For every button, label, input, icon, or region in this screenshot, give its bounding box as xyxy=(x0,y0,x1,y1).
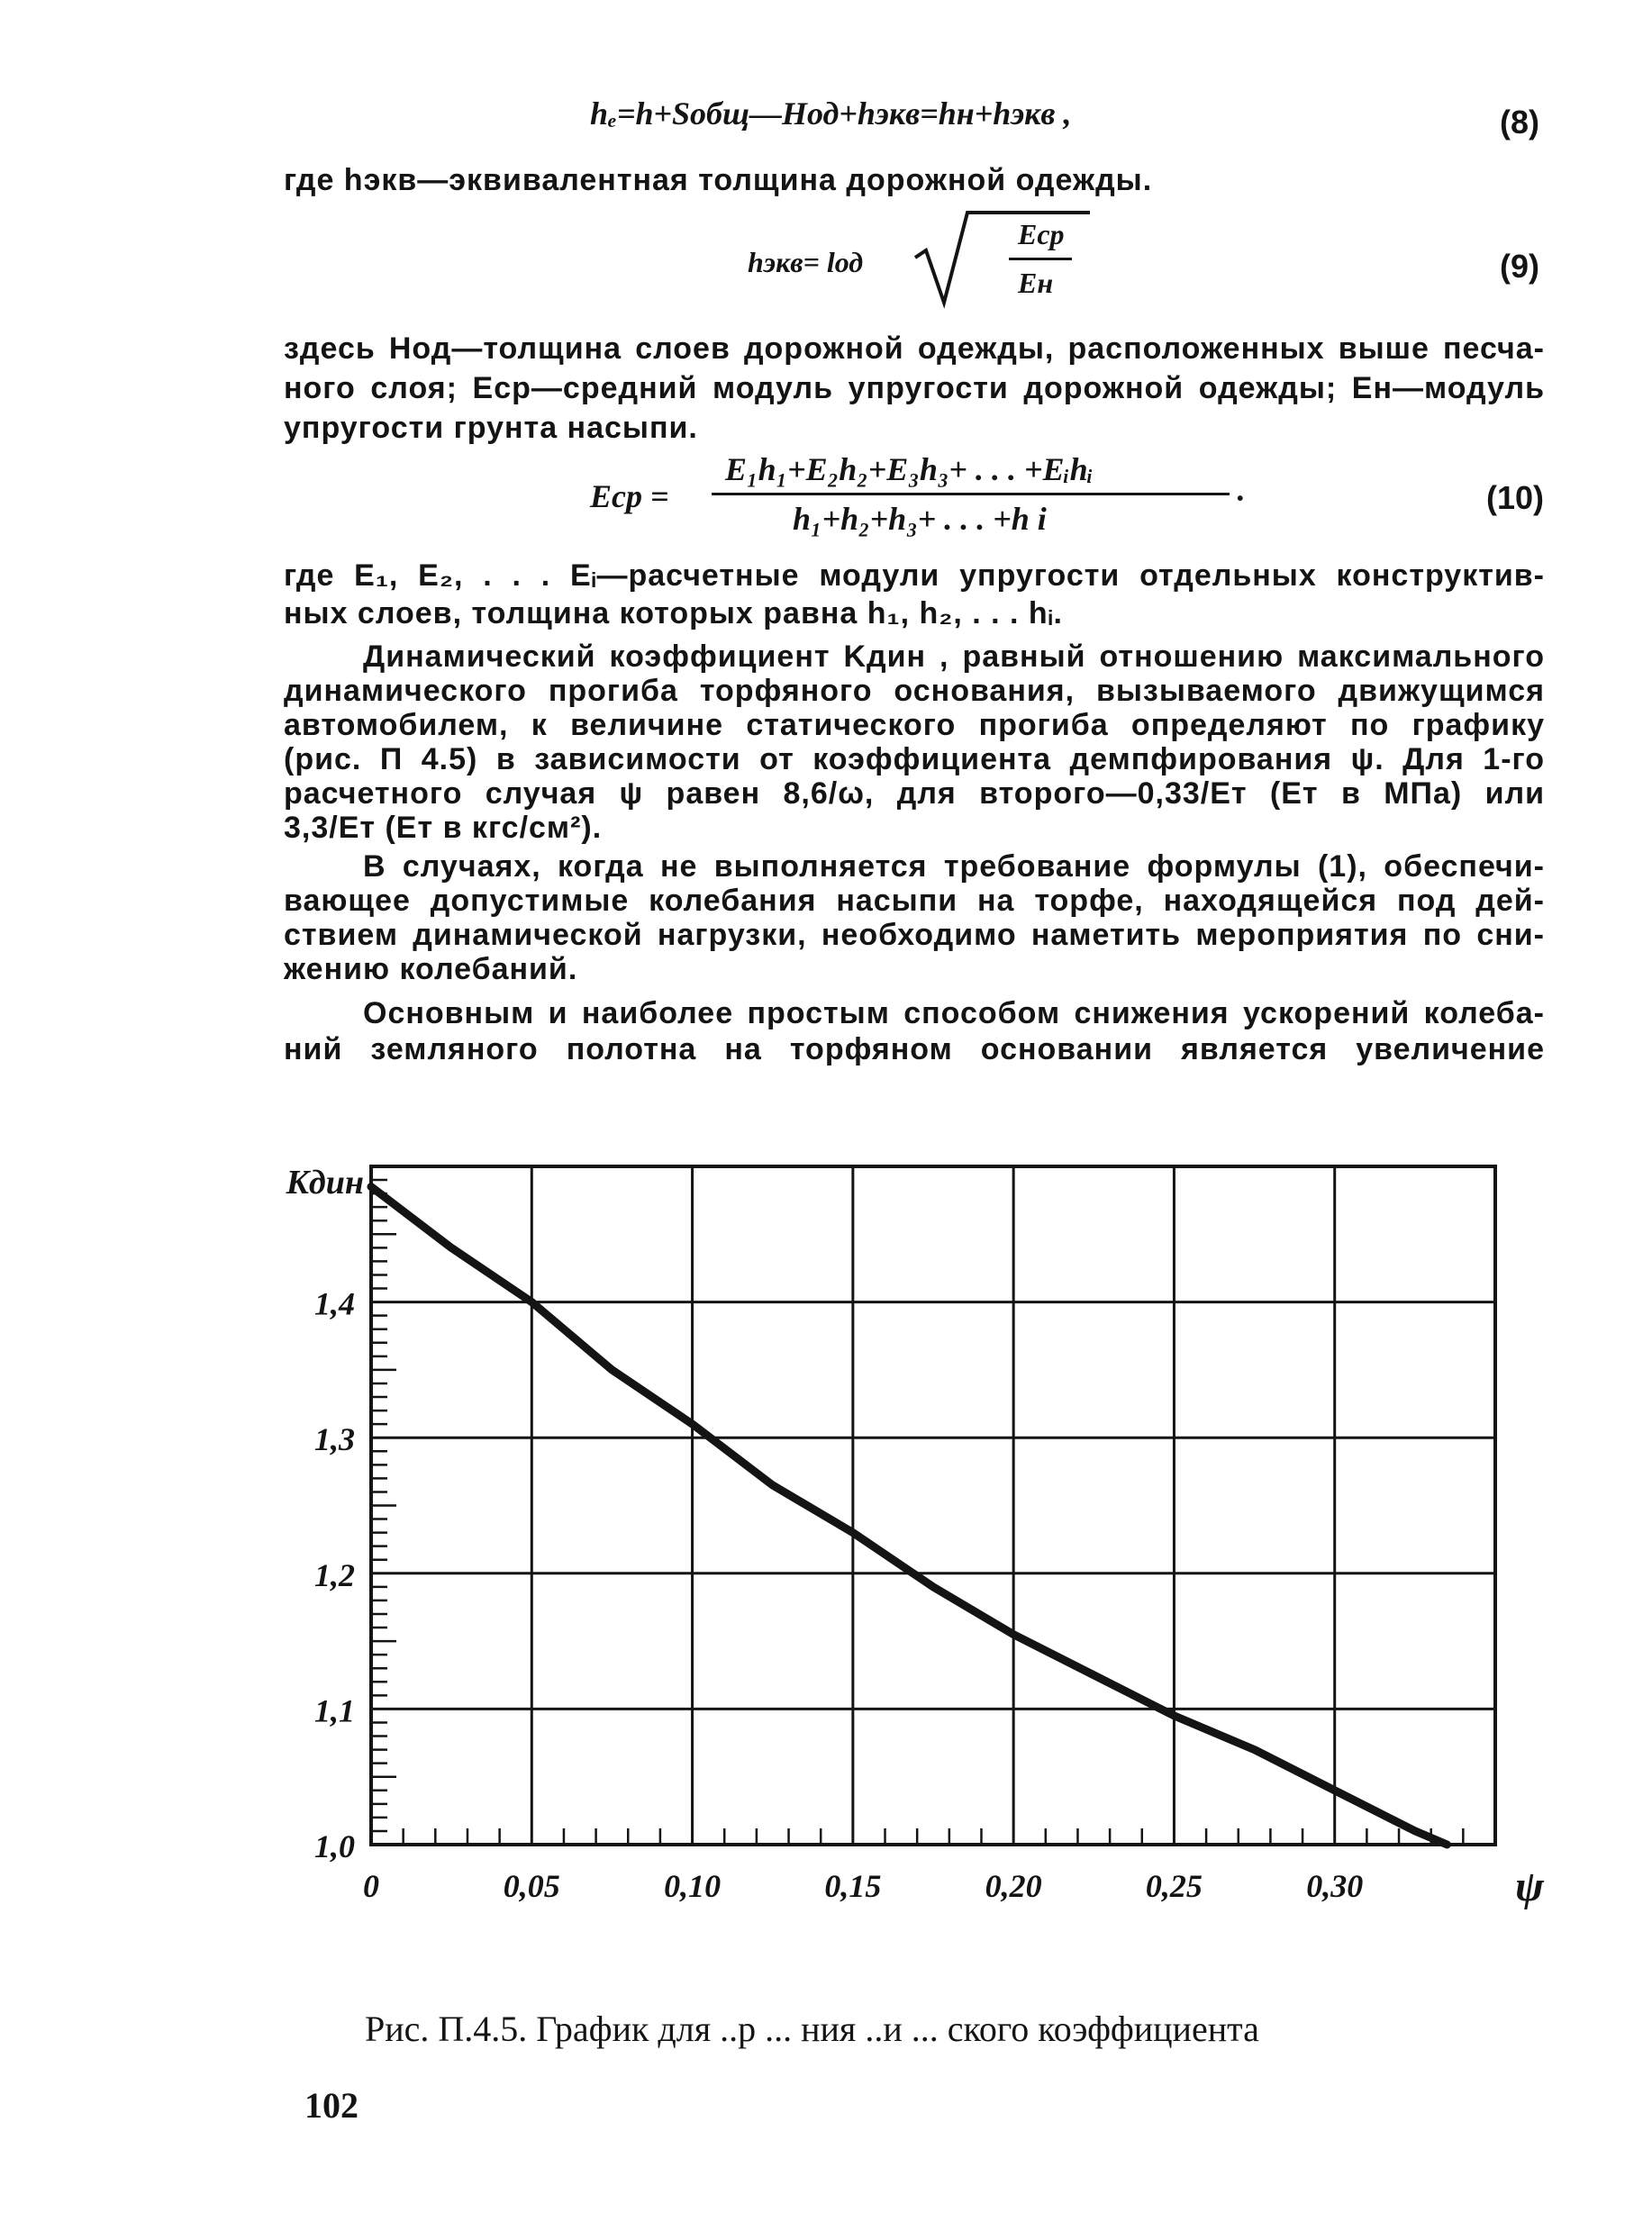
paragraph-3-line: динамического прогиба торфяного основания, вызываемого движущимся xyxy=(284,674,1545,708)
formula-10-number: (10) xyxy=(1486,479,1545,516)
paragraph-1-line: упругости грунта насыпи. xyxy=(284,411,698,445)
y-axis-label: Kдин xyxy=(286,1164,364,1202)
paragraph-4-line: ствием динамической нагрузки, необходимо наметить мероприятия по сни- xyxy=(284,918,1545,952)
paragraph-2-line: где E₁, E₂, . . . Eᵢ—расчетные модули упругости отдельных конструктив- xyxy=(284,558,1545,593)
x-tick-label: 0,15 xyxy=(824,1868,882,1904)
x-axis-label: ψ xyxy=(1515,1863,1545,1910)
paragraph-3-line: Динамический коэффициент Kдин , равный отношению максимального xyxy=(363,639,1545,674)
paragraph-4-line: вающее допустимые колебания насыпи на торфе, находящейся под дей- xyxy=(284,884,1545,918)
x-tick-label: 0 xyxy=(363,1868,379,1904)
formula-9-lhs: hэкв= lод xyxy=(748,246,864,278)
formula-9-numerator: Eср xyxy=(1018,218,1065,250)
x-tick-label: 0,25 xyxy=(1145,1868,1203,1904)
formula-10-denominator: h₁+h₂+h₃+ . . . +h i xyxy=(793,501,1047,537)
paragraph-1-line: ного слоя; Eср—средний модуль упругости дорожной одежды; Eн—модуль xyxy=(284,371,1545,405)
paragraph-1-line: здесь Hод—толщина слоев дорожной одежды, расположенных выше песча- xyxy=(284,331,1545,366)
paragraph-3-line: автомобилем, к величине статического прогиба определяют по графику xyxy=(284,708,1545,742)
figure-caption: Рис. П.4.5. График для ..р ... ния ..и ... ского коэффициента xyxy=(365,2009,1259,2049)
page-number: 102 xyxy=(304,2085,359,2126)
y-tick-label: 1,1 xyxy=(314,1692,355,1729)
formula-9-number: (9) xyxy=(1500,248,1539,285)
formula-8-number: (8) xyxy=(1500,104,1539,141)
paragraph-5-line: ний земляного полотна на торфяном основании является увеличение xyxy=(284,1032,1545,1066)
formula-10-trail: · xyxy=(1236,480,1244,516)
formula-10-lhs: Eср = xyxy=(590,478,669,514)
x-tick-label: 0,05 xyxy=(503,1868,560,1904)
y-tick-label: 1,0 xyxy=(314,1828,355,1864)
paragraph-5-line: Основным и наиболее простым способом снижения ускорений колеба- xyxy=(363,996,1545,1030)
x-tick-label: 0,30 xyxy=(1306,1868,1364,1904)
y-tick-label: 1,4 xyxy=(314,1285,355,1322)
paragraph-4-line: В случаях, когда не выполняется требование формулы (1), обеспечи- xyxy=(363,849,1545,884)
x-tick-label: 0,10 xyxy=(664,1868,722,1904)
paragraph-3-line: (рис. П 4.5) в зависимости от коэффициента демпфирования ψ. Для 1-го xyxy=(284,742,1545,776)
formula-9-denominator: Eн xyxy=(1018,267,1054,299)
paragraph-4-line: жению колебаний. xyxy=(284,952,578,986)
text-where-hekv: где hэкв—эквивалентная толщина дорожной одежды. xyxy=(284,163,1153,197)
paragraph-2-line: ных слоев, толщина которых равна h₁, h₂, . . . hᵢ. xyxy=(284,596,1063,630)
x-tick-label: 0,20 xyxy=(985,1868,1042,1904)
formula-8: hₑ=h+Sобщ—Hод+hэкв=hн+hэкв , xyxy=(590,95,1072,132)
paragraph-3-line: 3,3/Eт (Eт в кгс/см²). xyxy=(284,811,603,845)
y-tick-label: 1,3 xyxy=(314,1421,355,1458)
y-tick-label: 1,2 xyxy=(314,1556,355,1593)
formula-10-numerator: E₁h₁+E₂h₂+E₃h₃+ . . . +Eᵢhᵢ xyxy=(725,451,1094,487)
paragraph-3-line: расчетного случая ψ равен 8,6/ω, для второго—0,33/Eт (Eт в МПа) или xyxy=(284,776,1545,811)
plot-frame xyxy=(371,1166,1495,1845)
